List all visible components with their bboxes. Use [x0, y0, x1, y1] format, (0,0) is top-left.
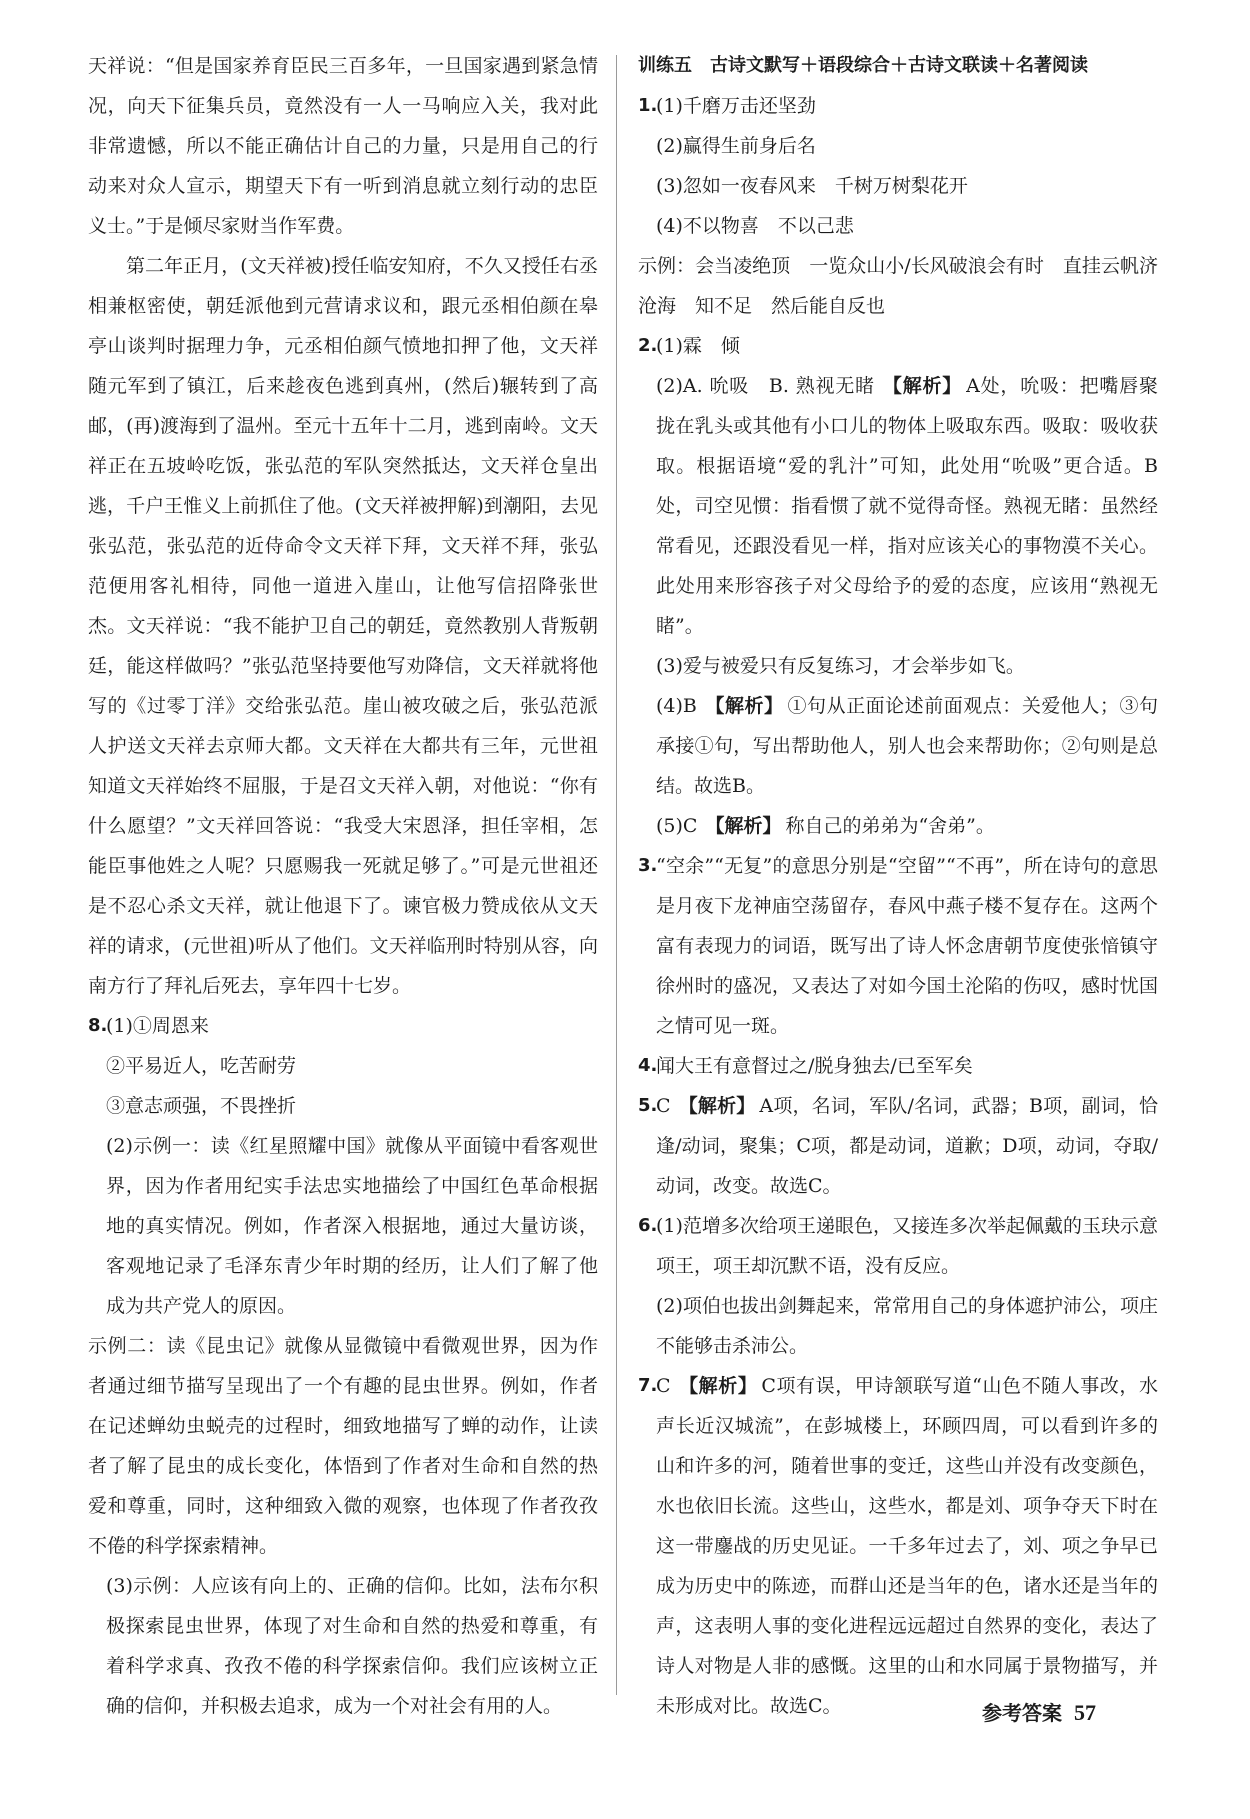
answer-choice: (2)A. 吮吸 B. 熟视无睹 — [656, 375, 875, 397]
answer-line: (1)霖 倾 — [656, 335, 740, 357]
analysis-tag: 【解析】 — [678, 1095, 756, 1117]
answer-line: (4)不以物喜 不以己悲 — [656, 215, 854, 237]
answer-paragraph — [656, 1086, 1158, 1206]
analysis-text: 称自己的弟弟为“舍弟”。 — [785, 815, 995, 837]
question-3 — [638, 846, 1158, 1046]
answer-paragraph: (1)范增多次给项王递眼色，又接连多次举起佩戴的玉玦示意项王，项王却沉默不语，没有反应。 — [656, 1215, 1158, 1277]
answer-choice: C — [656, 1375, 671, 1397]
answer-line: (3)爱与被爱只有反复练习，才会举步如飞。 — [656, 655, 1025, 677]
translation-continuation: 天祥说：“但是国家养育臣民三百多年，一旦国家遇到紧急情况，向天下征集兵员，竟然没有一人一马响应入关，我对此非常遗憾，所以不能正确估计自己的力量，只是用自己的行动来对众人宣示，期望天下有一听到消息就立刻行动的忠臣义士。”于是倾尽家财当作军费。 — [88, 55, 598, 237]
answer-line: ②平易近人，吃苦耐劳 — [106, 1055, 297, 1077]
answer-paragraph: (2)项伯也拔出剑舞起来，常常用自己的身体遮护沛公，项庄不能够击杀沛公。 — [656, 1295, 1158, 1357]
answer-line: (3)忽如一夜春风来 千树万树梨花开 — [656, 175, 968, 197]
left-column — [88, 46, 598, 1726]
question-5 — [638, 1086, 1158, 1206]
analysis-text: A项，名词，军队/名词，武器；B项，副词，恰逢/动词，聚集；C项，都是动词，道歉；D项，动词，夺取/动词，改变。故选C。 — [656, 1095, 1158, 1197]
analysis-tag: 【解析】 — [704, 695, 784, 717]
answer-line: (2)赢得生前身后名 — [656, 135, 816, 157]
answer-paragraph: “空余”“无复”的意思分别是“空留”“不再”，所在诗句的意思是月夜下龙神庙空荡留存，春风中燕子楼不复存在。这两个富有表现力的词语，既写出了诗人怀念唐朝节度使张愔镇守徐州时的盛况，又表达了对如今国土沦陷的伤叹，感时忧国之情可见一斑。 — [656, 855, 1158, 1037]
answer-paragraph: (3)示例：人应该有向上的、正确的信仰。比如，法布尔积极探索昆虫世界，体现了对生命和自然的热爱和尊重，有着科学求真、孜孜不倦的科学探索信仰。我们应该树立正确的信仰，并积极去追求，成为一个对社会有用的人。 — [106, 1575, 598, 1717]
answer-paragraph — [656, 1366, 1158, 1726]
question-1 — [638, 86, 1158, 246]
answer-choice: C — [656, 1095, 671, 1117]
answer-line: (1)①周恩来 — [106, 1015, 209, 1037]
question-number: 7. — [638, 1375, 658, 1396]
right-column — [638, 46, 1158, 1726]
question-7 — [638, 1366, 1158, 1726]
question-6 — [638, 1206, 1158, 1366]
answer-line: (1)千磨万击还坚劲 — [656, 95, 816, 117]
question-8 — [88, 1006, 598, 1046]
question-number: 3. — [638, 855, 658, 876]
section-title: 训练五 古诗文默写＋语段综合＋古诗文联读＋名著阅读 — [638, 55, 1088, 76]
analysis-text: C项有误，甲诗颔联写道“山色不随人事改，水声长近汉城流”，在彭城楼上，环顾四周，可以看到许多的山和许多的河，随着世事的变迁，这些山并没有改变颜色，水也依旧长流。这些山，这些水，都是刘、项争夺天下时在这一带鏖战的历史见证。一千多年过去了，刘、项之争早已成为历史中的陈迹，而群山还是当年的色，诸水还是当年的声，这表明人事的变化进程远远超过自然界的变化，表达了诗人对物是人非的感慨。这里的山和水同属于景物描写，并未形成对比。故选C。 — [656, 1375, 1158, 1717]
question-number: 1. — [638, 95, 658, 116]
answer-paragraph — [656, 686, 1158, 806]
page-footer — [982, 1697, 1096, 1726]
question-number: 5. — [638, 1095, 658, 1116]
question-number: 2. — [638, 335, 658, 356]
answer-choice: (5)C — [656, 815, 698, 837]
answer-paragraph — [656, 806, 1158, 846]
column-divider — [616, 55, 617, 1695]
page-number: 57 — [1074, 1700, 1096, 1725]
analysis-text: ①句从正面论述前面观点：关爱他人；③句承接①句，写出帮助他人，别人也会来帮助你；②句则是总结。故选B。 — [656, 695, 1158, 797]
analysis-text: A处，吮吸：把嘴唇聚拢在乳头或其他有小口儿的物体上吸取东西。吸取：吸收获取。根据语境“爱的乳汁”可知，此处用“吮吸”更合适。B处，司空见惯：指看惯了就不觉得奇怪。熟视无睹：虽然经常看见，还跟没看见一样，指对应该关心的事物漠不关心。此处用来形容孩子对父母给予的爱的态度，应该用“熟视无睹”。 — [656, 375, 1158, 637]
translation-paragraph: 第二年正月，(文天祥被)授任临安知府，不久又授任右丞相兼枢密使，朝廷派他到元营请求议和，跟元丞相伯颜在皋亭山谈判时据理力争，元丞相伯颜气愤地扣押了他，文天祥随元军到了镇江，后来趁夜色逃到真州，(然后)辗转到了高邮，(再)渡海到了温州。至元十五年十二月，逃到南岭。文天祥正在五坡岭吃饭，张弘范的军队突然抵达，文天祥仓皇出逃，千户王惟义上前抓住了他。(文天祥被押解)到潮阳，去见张弘范，张弘范的近侍命令文天祥下拜，文天祥不拜，张弘范便用客礼相待，同他一道进入崖山，让他写信招降张世杰。文天祥说：“我不能护卫自己的朝廷，竟然教别人背叛朝廷，能这样做吗？”张弘范坚持要他写劝降信，文天祥就将他写的《过零丁洋》交给张弘范。崖山被攻破之后，张弘范派人护送文天祥去京师大都。文天祥在大都共有三年，元世祖知道文天祥始终不屈服，于是召文天祥入朝，对他说：“你有什么愿望？”文天祥回答说：“我受大宋恩泽，担任宰相，怎能臣事他姓之人呢？只愿赐我一死就足够了。”可是元世祖还是不忍心杀文天祥，就让他退下了。谏官极力赞成依从文天祥的请求，(元世祖)听从了他们。文天祥临刑时特别从容，向南方行了拜礼后死去，享年四十七岁。 — [88, 255, 598, 997]
question-2 — [638, 326, 1158, 846]
answer-line: ③意志顽强，不畏挫折 — [106, 1095, 297, 1117]
analysis-tag: 【解析】 — [705, 815, 782, 837]
answer-example: 示例：会当凌绝顶 一览众山小/长风破浪会有时 直挂云帆济沧海 知不足 然后能自反也 — [638, 255, 1158, 317]
analysis-tag: 【解析】 — [678, 1375, 758, 1397]
question-number: 4. — [638, 1055, 658, 1076]
answer-paragraph: 示例二：读《昆虫记》就像从显微镜中看微观世界，因为作者通过细节描写呈现出了一个有趣的昆虫世界。例如，作者在记述蝉幼虫蜕壳的过程时，细致地描写了蝉的动作，让读者了解了昆虫的成长变化，体悟到了作者对生命和自然的热爱和尊重，同时，这种细致入微的观察，也体现了作者孜孜不倦的科学探索精神。 — [88, 1335, 598, 1557]
question-number: 6. — [638, 1215, 658, 1236]
question-4 — [638, 1046, 1158, 1086]
answer-paragraph: (2)示例一：读《红星照耀中国》就像从平面镜中看客观世界，因为作者用纪实手法忠实地描绘了中国红色革命根据地的真实情况。例如，作者深入根据地，通过大量访谈，客观地记录了毛泽东青少年时期的经历，让人们了解了他成为共产党人的原因。 — [106, 1135, 598, 1317]
question-number: 8. — [88, 1015, 108, 1036]
answer-choice: (4)B — [656, 695, 697, 717]
footer-label: 参考答案 — [982, 1701, 1062, 1725]
answer-line: 闻大王有意督过之/脱身独去/已至军矣 — [656, 1055, 973, 1077]
answer-paragraph — [656, 366, 1158, 646]
analysis-tag: 【解析】 — [882, 375, 963, 397]
